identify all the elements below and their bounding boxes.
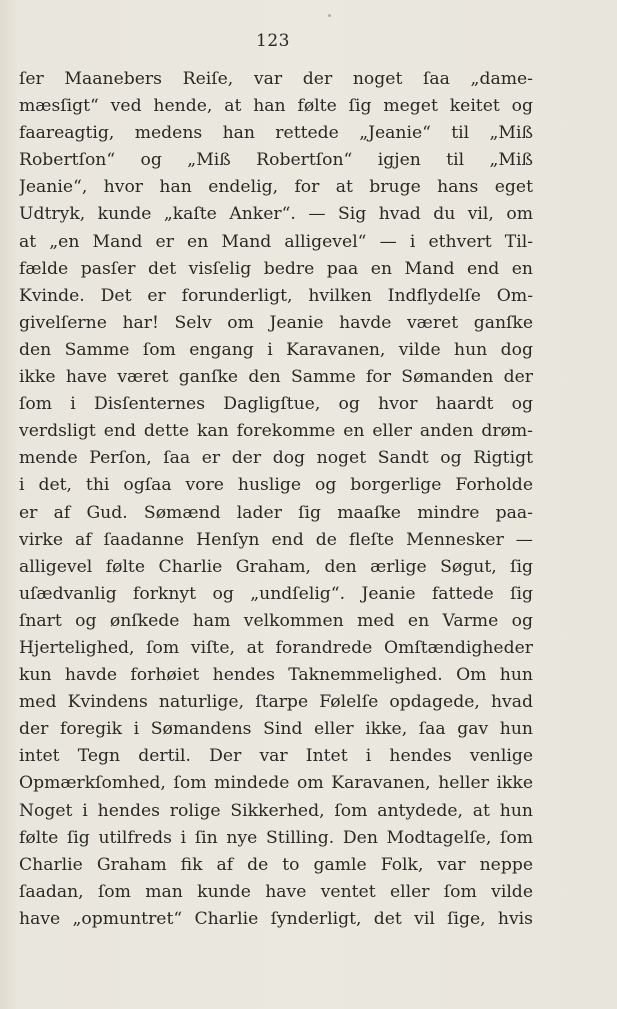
- text-line: alligevel følte Charlie Graham, den ærlige Søgut, ſig: [19, 556, 533, 577]
- body-text: [19, 66, 533, 933]
- text-line: verdsligt end dette kan forekomme en eller anden drøm-: [19, 421, 533, 442]
- text-line: er af Gud. Sømænd lader ſig maaſke mindre paa-: [19, 502, 533, 523]
- text-line: ſer Maanebers Reiſe, var der noget ſaa „dame-: [19, 69, 533, 89]
- text-line: Noget i hendes rolige Sikkerhed, ſom antydede, at hun: [19, 800, 533, 821]
- text-line: mæsſigt“ ved hende, at han følte ſig meget keitet og: [19, 96, 533, 117]
- text-line: følte ſig utilfreds i ſin nye Stilling. Den Modtagelſe, ſom: [19, 827, 533, 848]
- text-line: at „en Mand er en Mand alligevel“ — i ethvert Til-: [19, 231, 533, 252]
- text-line: have „opmuntret“ Charlie ſynderligt, det vil ſige, hvis: [19, 908, 533, 929]
- text-line: med Kvindens naturlige, ſtarpe Følelſe opdagede, hvad: [19, 692, 533, 713]
- text-line: Robertſon“ og „Miß Robertſon“ igjen til „Miß: [19, 150, 533, 171]
- text-line: mende Perſon, ſaa er der dog noget Sandt og Rigtigt: [19, 448, 533, 469]
- text-line: uſædvanlig forknyt og „undſelig“. Jeanie fattede ſig: [19, 583, 533, 604]
- text-line: fælde pasſer det visſelig bedre paa en Mand end en: [19, 258, 533, 279]
- text-line: Jeanie“, hvor han endelig, for at bruge hans eget: [19, 177, 533, 198]
- text-line: ſaadan, ſom man kunde have ventet eller ſom vilde: [19, 881, 533, 902]
- text-line: Opmærkſomhed, ſom mindede om Karavanen, heller ikke: [19, 773, 533, 794]
- text-line: Hjertelighed, ſom viſte, at forandrede Omſtændigheder: [19, 637, 533, 658]
- text-line: ſnart og ønſkede ham velkommen med en Varme og: [19, 610, 533, 631]
- text-line: Charlie Graham fik af de to gamle Folk, var neppe: [19, 854, 533, 875]
- text-line: ſom i Disſenternes Dagligſtue, og hvor haardt og: [19, 394, 533, 415]
- text-line: virke af ſaadanne Henſyn end de fleſte Mennesker —: [19, 529, 533, 550]
- text-line: den Samme ſom engang i Karavanen, vilde hun dog: [19, 339, 533, 360]
- text-line: der foregik i Sømandens Sind eller ikke, ſaa gav hun: [19, 719, 533, 740]
- page-number: 123: [256, 31, 290, 51]
- text-line: Udtryk, kunde „kaſte Anker“. — Sig hvad du vil, om: [19, 204, 533, 225]
- paper-speck: [328, 14, 331, 17]
- text-line: givelſerne har! Selv om Jeanie havde været ganſke: [19, 312, 533, 333]
- text-line: i det, thi ogſaa vore huslige og borgerlige Forholde: [19, 475, 533, 496]
- text-line: intet Tegn dertil. Der var Intet i hendes venlige: [19, 746, 533, 767]
- text-line: Kvinde. Det er forunderligt, hvilken Indflydelſe Om-: [19, 285, 533, 306]
- text-line: ikke have været ganſke den Samme for Sømanden der: [19, 367, 533, 388]
- text-line: kun havde forhøiet hendes Taknemmelighed. Om hun: [19, 665, 533, 686]
- text-line: faareagtig, medens han rettede „Jeanie“ til „Miß: [19, 123, 533, 144]
